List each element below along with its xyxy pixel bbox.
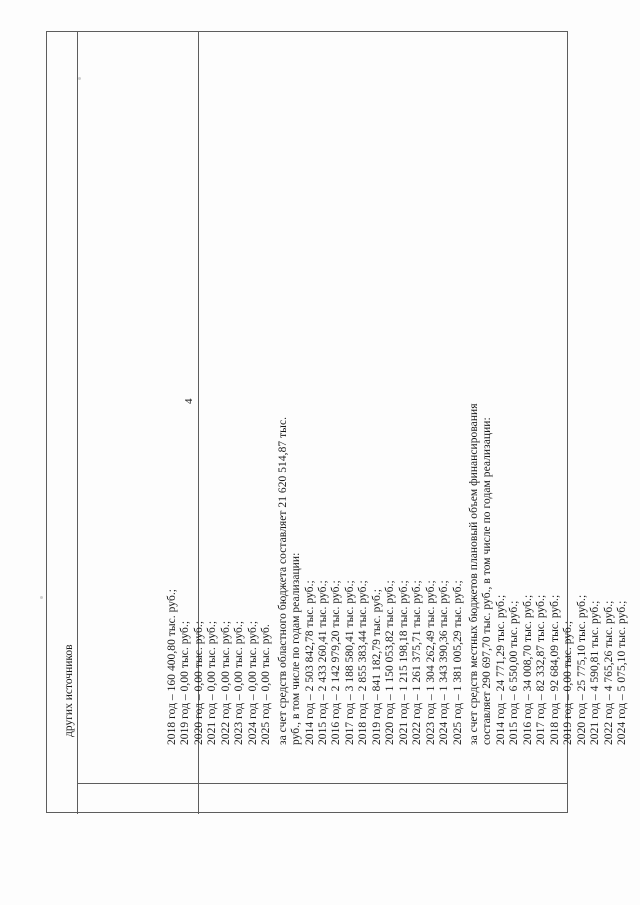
table-row-rule-1: [77, 783, 568, 784]
content-line: 2024 год – 1 343 390,36 тыс. руб.;: [438, 580, 451, 745]
content-line: 2019 год – 0,00 тыс. руб.;: [562, 620, 575, 745]
table-column-rule-1: [77, 32, 78, 814]
table-cell-financing-details: [166, 403, 629, 745]
table-row-label: других источников: [63, 644, 75, 737]
content-line: 2022 год – 4 765,26 тыс. руб.;: [602, 600, 615, 745]
content-line: 2018 год – 160 400,80 тыс. руб.;: [166, 588, 178, 745]
content-line: 2019 год – 841 182,79 тыс. руб.;: [370, 588, 383, 745]
scan-artifact: [40, 596, 43, 599]
page-number: 4: [183, 398, 195, 404]
content-line: 2018 год – 2 855 383,44 тыс. руб.;: [357, 580, 370, 745]
content-line: 2019 год – 0,00 тыс. руб.;: [179, 620, 192, 745]
content-line: 2020 год – 25 775,10 тыс. руб.;: [575, 594, 588, 745]
content-line: 2021 год – 0,00 тыс. руб.;: [206, 620, 219, 745]
content-line: 2022 год – 0,00 тыс. руб.;: [219, 620, 232, 745]
content-line: 2018 год – 92 684,09 тыс. руб.;: [548, 594, 561, 745]
content-line: 2025 год – 0,00 тыс. руб.: [260, 624, 273, 745]
content-line: за счет средств областного бюджета составляет 21 620 514,87 тыс.: [276, 416, 289, 745]
content-line: 2020 год – 0,00 тыс. руб.;: [192, 620, 205, 745]
content-line: 2022 год – 1 261 375,71 тыс. руб.;: [411, 580, 424, 745]
content-line: за счет средств местных бюджетов плановый объем финансирования: [467, 403, 480, 745]
content-line: 2020 год – 1 150 053,82 тыс. руб.;: [384, 580, 397, 745]
content-line: 2015 год – 6 550,00 тыс. руб.;: [508, 600, 521, 745]
content-line: составляет 290 697,70 тыс. руб., в том числе по годам реализации:: [481, 417, 494, 745]
content-line: 2015 год – 2 433 260,41 тыс. руб.;: [316, 580, 329, 745]
content-line: 2016 год – 2 142 979,20 тыс. руб.;: [330, 580, 343, 745]
content-line: 2021 год – 4 590,81 тыс. руб.;: [589, 600, 602, 745]
content-line: 2024 год – 0,00 тыс. руб.;: [246, 620, 259, 745]
content-line: 2023 год – 1 304 262,49 тыс. руб.;: [424, 580, 437, 745]
content-line: 2017 год – 3 188 580,41 тыс. руб.;: [343, 580, 356, 745]
content-line: 2017 год – 82 332,87 тыс. руб.;: [535, 594, 548, 745]
content-line: руб., в том числе по годам реализации:: [290, 552, 303, 745]
scan-artifact: [78, 77, 81, 80]
content-line: 2021 год – 1 215 198,18 тыс. руб.;: [397, 580, 410, 745]
content-line: 2025 год – 1 381 005,29 тыс. руб.;: [451, 580, 464, 745]
content-line: 2024 год – 5 075,10 тыс. руб.;: [615, 600, 628, 745]
content-line: 2014 год – 24 771,29 тыс. руб.;: [494, 594, 507, 745]
content-line: 2014 год – 2 503 842,78 тыс. руб.;: [303, 580, 316, 745]
content-line: 2023 год – 0,00 тыс. руб.;: [233, 620, 246, 745]
content-line: 2016 год – 34 008,70 тыс. руб.;: [521, 594, 534, 745]
